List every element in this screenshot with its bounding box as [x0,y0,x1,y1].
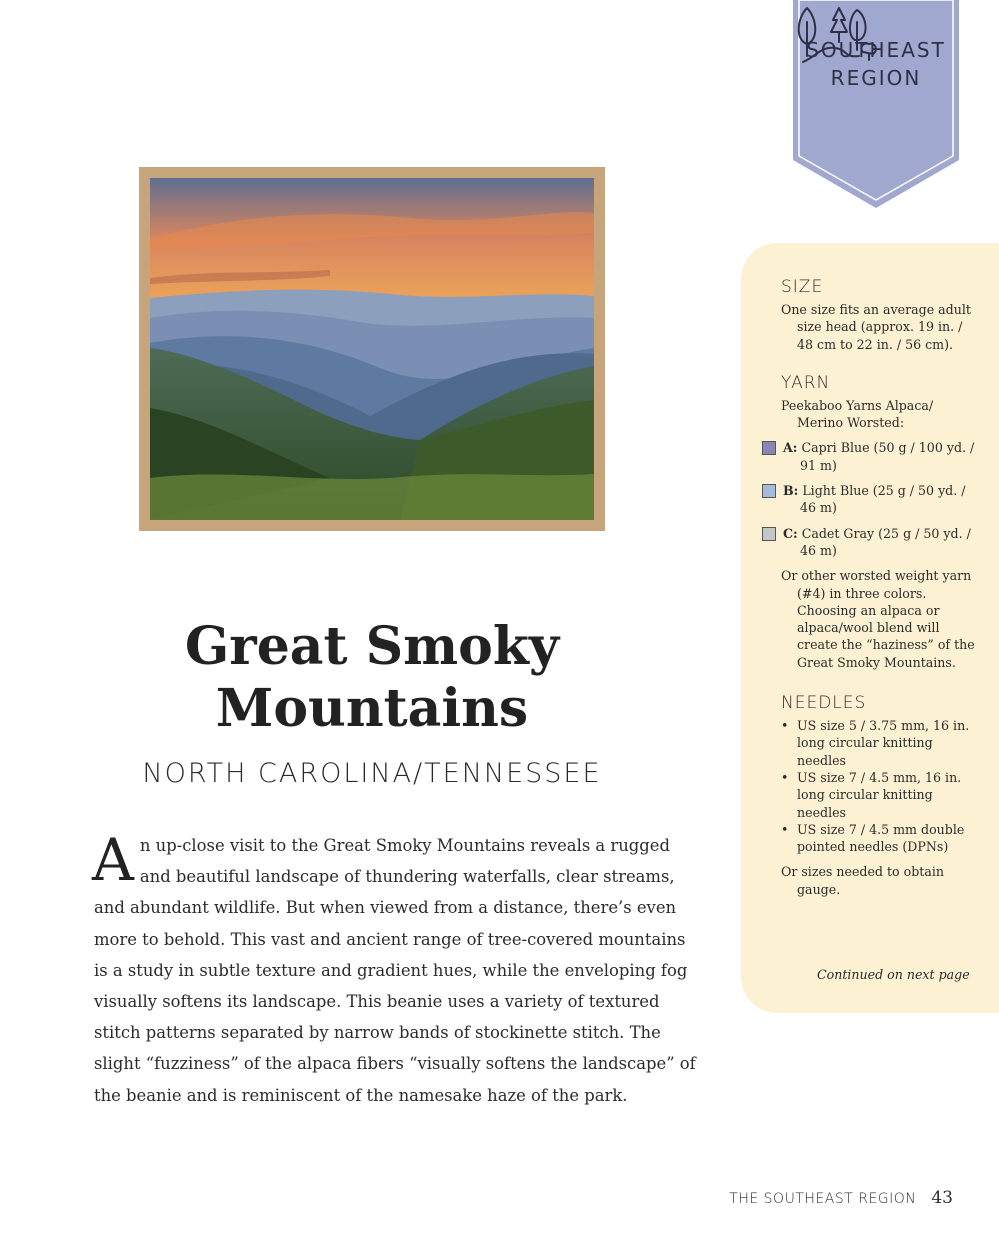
needles-list [781,717,981,855]
intro-line: more to behold. This vast and ancient range of tree-covered mountains [94,929,686,949]
color-swatch-b [762,484,776,498]
yarn-color-b [781,482,981,517]
color-key: C: [783,525,798,541]
yarn-color-c [781,525,981,560]
page-number: 43 [931,1188,953,1208]
intro-paragraph [92,826,696,1111]
color-swatch-a [762,441,776,455]
yarn-heading: YARN [781,372,831,393]
intro-line: the beanie and is reminiscent of the namesake haze of the park. [94,1085,628,1105]
needle-item: • US size 7 / 4.5 mm double pointed needles (DPNs) [781,821,965,855]
color-text: Capri Blue (50 g / 100 yd. / 91 m) [800,440,975,473]
continued-note: Continued on next page [817,967,970,982]
forest-landscape-icon [793,0,883,70]
needle-item: • US size 5 / 3.75 mm, 16 in. long circular knitting needles [781,718,970,768]
intro-line: stitch patterns separated by narrow bands of stockinette stitch. The [94,1023,661,1043]
yarn-color-a [781,439,981,474]
color-swatch-c [762,527,776,541]
color-key: B: [783,483,799,499]
drop-cap: A [92,826,134,894]
intro-line: slight “fuzziness” of the alpaca fibers “visually softens the landscape” of [94,1054,696,1074]
banner-line-2: REGION [830,66,922,90]
needles-heading: NEEDLES [781,693,867,714]
size-heading: SIZE [781,277,824,297]
yarn-note: Or other worsted weight yarn (#4) in three colors. Choosing an alpaca or alpaca/wool blend will create the “haziness” of the Great Smoky Mountains. [781,568,975,670]
region-banner [793,0,959,210]
intro-line: is a study in subtle texture and gradient hues, while the enveloping fog [94,960,688,980]
color-text: Cadet Gray (25 g / 50 yd. / 46 m) [800,525,971,558]
banner-line-1: SOUTHEAST [806,38,946,62]
page-title [94,616,650,740]
materials-content [781,277,981,898]
title-line-1: Great Smoky [184,616,560,677]
intro-line: and abundant wildlife. But when viewed from a distance, there’s even [94,898,677,918]
page-footer [729,1188,953,1208]
intro-line: visually softens its landscape. This beanie uses a variety of textured [94,992,660,1012]
materials-panel [741,243,999,1013]
needles-note: Or sizes needed to obtain gauge. [781,864,944,897]
title-line-2: Mountains [215,678,529,739]
mountain-sunset-photo [150,178,594,520]
color-key: A: [783,440,798,456]
intro-line: and beautiful landscape of thundering waterfalls, clear streams, [139,867,675,887]
size-text: One size fits an average adult size head (approx. 19 in. / 48 cm to 22 in. / 56 cm). [781,302,971,352]
needle-item: • US size 7 / 4.5 mm, 16 in. long circular knitting needles [781,769,962,820]
yarn-intro: Peekaboo Yarns Alpaca/ Merino Worsted: [781,397,934,431]
color-text: Light Blue (25 g / 50 yd. / 46 m) [800,483,966,516]
page-subtitle: NORTH CAROLINA/TENNESSEE [142,758,602,789]
intro-line: n up-close visit to the Great Smoky Mountains reveals a rugged [139,836,670,855]
footer-section: THE SOUTHEAST REGION [729,1191,917,1207]
mountain-photo-frame [139,167,605,531]
